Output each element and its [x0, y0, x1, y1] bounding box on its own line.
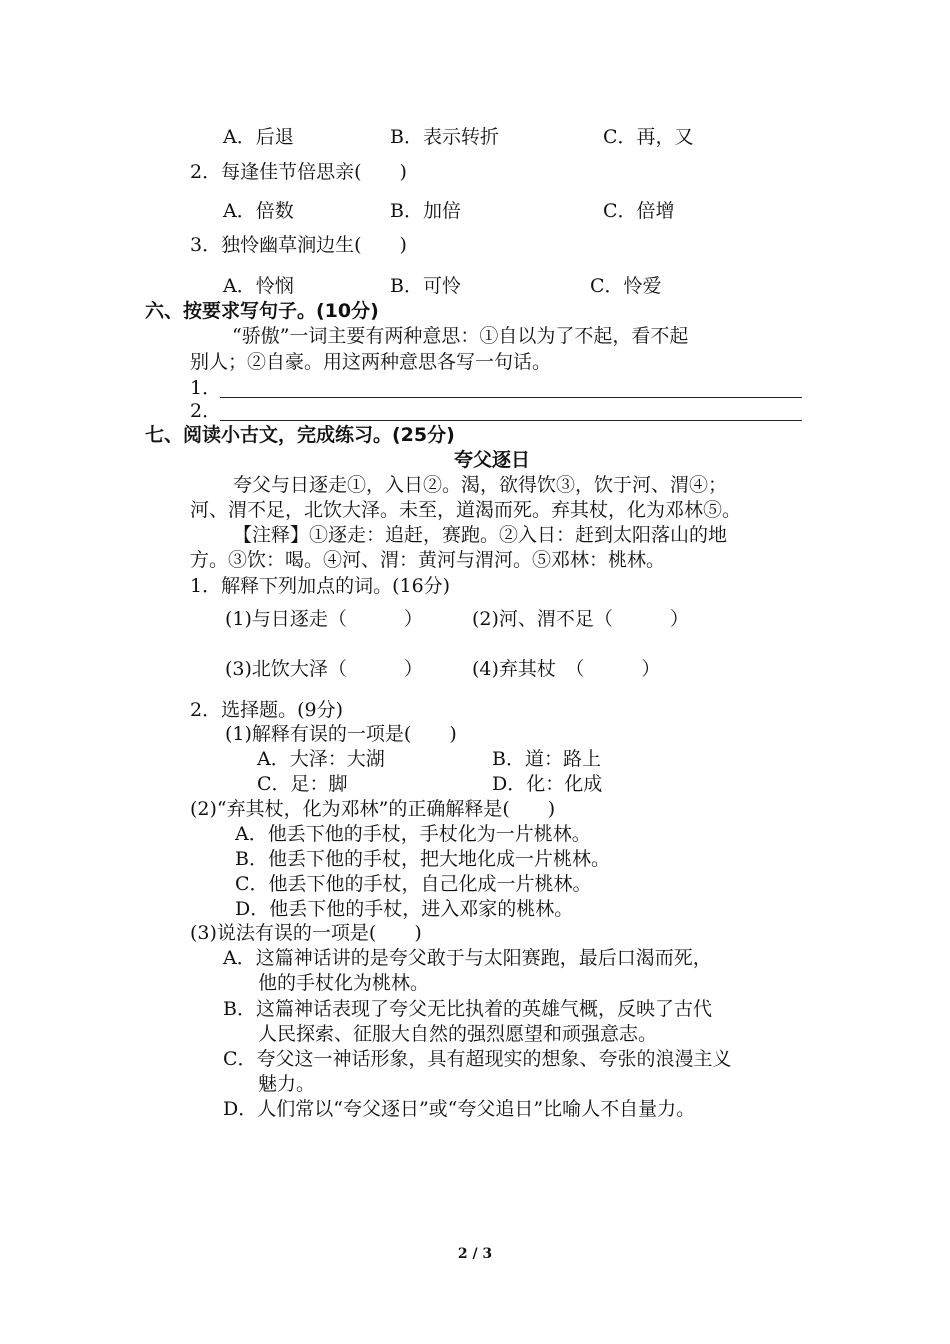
q7-2-3-option-d: D．人们常以“夸父逐日”或“夸父追日”比喻人不自量力。 — [223, 1098, 696, 1120]
q1-option-a: A．后退 — [223, 126, 294, 148]
section6-prompt-line1: “骄傲”一词主要有两种意思：①自以为了不起，看不起 — [232, 325, 689, 347]
q7-2-2-option-c: C．他丢下他的手杖，自己化成一片桃林。 — [235, 873, 592, 895]
passage-line2: 河、渭不足，北饮大泽。未至，道渴而死。弃其杖，化为邓林⑤。 — [190, 499, 742, 521]
q3-stem: 3．独怜幽草涧边生( ) — [190, 234, 407, 256]
answer-line-2[interactable] — [220, 420, 802, 421]
section6-heading: 六、按要求写句子。(10分) — [145, 300, 379, 322]
note-line1: 【注释】①逐走：追赶，赛跑。②入日：赶到太阳落山的地 — [233, 524, 728, 546]
q7-2-2-stem: (2)“弃其杖，化为邓林”的正确解释是( ) — [190, 798, 556, 820]
q7-2-3-option-c-line1: C．夸父这一神话形象，具有超现实的想象、夸张的浪漫主义 — [223, 1048, 732, 1070]
q3-option-b: B．可怜 — [390, 275, 461, 297]
q7-2-1-option-c: C．足：脚 — [257, 773, 348, 795]
q3-option-a: A．怜悯 — [223, 275, 294, 297]
q7-2-1-option-d: D．化：化成 — [492, 773, 603, 795]
q7-2-stem: 2．选择题。(9分) — [190, 699, 344, 721]
answer-line-2-label: 2． — [190, 400, 222, 422]
q7-2-3-option-a-line2: 他的手杖化为桃林。 — [258, 972, 430, 994]
q2-stem: 2．每逢佳节倍思亲( ) — [190, 161, 407, 183]
q3-option-c: C．怜爱 — [590, 275, 662, 297]
q7-2-3-option-b-line1: B．这篇神话表现了夸父无比执着的英雄气概，反映了古代 — [223, 998, 712, 1020]
answer-line-1[interactable] — [220, 397, 802, 398]
q7-2-3-option-b-line2: 人民探索、征服大自然的强烈愿望和顽强意志。 — [258, 1023, 658, 1045]
section7-heading: 七、阅读小古文，完成练习。(25分) — [145, 424, 455, 446]
section6-prompt-line2: 别人；②自豪。用这两种意思各写一句话。 — [190, 351, 552, 373]
q7-2-3-option-a-line1: A．这篇神话讲的是夸父敢于与太阳赛跑，最后口渴而死， — [223, 947, 712, 969]
passage-title: 夸父逐日 — [454, 449, 531, 471]
q7-1-item-3: (3)北饮大泽（ ） — [225, 658, 423, 680]
q1-option-c: C．再，又 — [603, 126, 694, 148]
page-number: 2 / 3 — [457, 1246, 493, 1262]
q7-1-item-2: (2)河、渭不足（ ） — [472, 608, 689, 630]
q1-option-b: B．表示转折 — [390, 126, 499, 148]
q2-option-c: C．倍增 — [603, 200, 675, 222]
q2-option-b: B．加倍 — [390, 200, 461, 222]
q7-1-item-1: (1)与日逐走（ ） — [225, 608, 423, 630]
answer-line-1-label: 1． — [190, 377, 222, 399]
q7-1-item-4: (4)弃其杖 （ ） — [472, 658, 661, 680]
q7-1-stem: 1．解释下列加点的词。(16分) — [190, 575, 451, 597]
q7-2-1-option-a: A．大泽：大湖 — [257, 748, 385, 770]
q7-2-2-option-a: A．他丢下他的手杖，手杖化为一片桃林。 — [235, 823, 591, 845]
note-line2: 方。③饮：喝。④河、渭：黄河与渭河。⑤邓林：桃林。 — [190, 549, 666, 571]
q7-2-1-option-b: B．道：路上 — [492, 748, 601, 770]
q2-option-a: A．倍数 — [223, 200, 294, 222]
q7-2-2-option-d: D．他丢下他的手杖，进入邓家的桃林。 — [235, 898, 574, 920]
q7-2-1-stem: (1)解释有误的一项是( ) — [225, 723, 457, 745]
q7-2-3-stem: (3)说法有误的一项是( ) — [190, 922, 422, 944]
passage-line1: 夸父与日逐走①，入日②。渴，欲得饮③，饮于河、渭④； — [233, 474, 728, 496]
q7-2-3-option-c-line2: 魅力。 — [258, 1073, 316, 1095]
q7-2-2-option-b: B．他丢下他的手杖，把大地化成一片桃林。 — [235, 848, 610, 870]
